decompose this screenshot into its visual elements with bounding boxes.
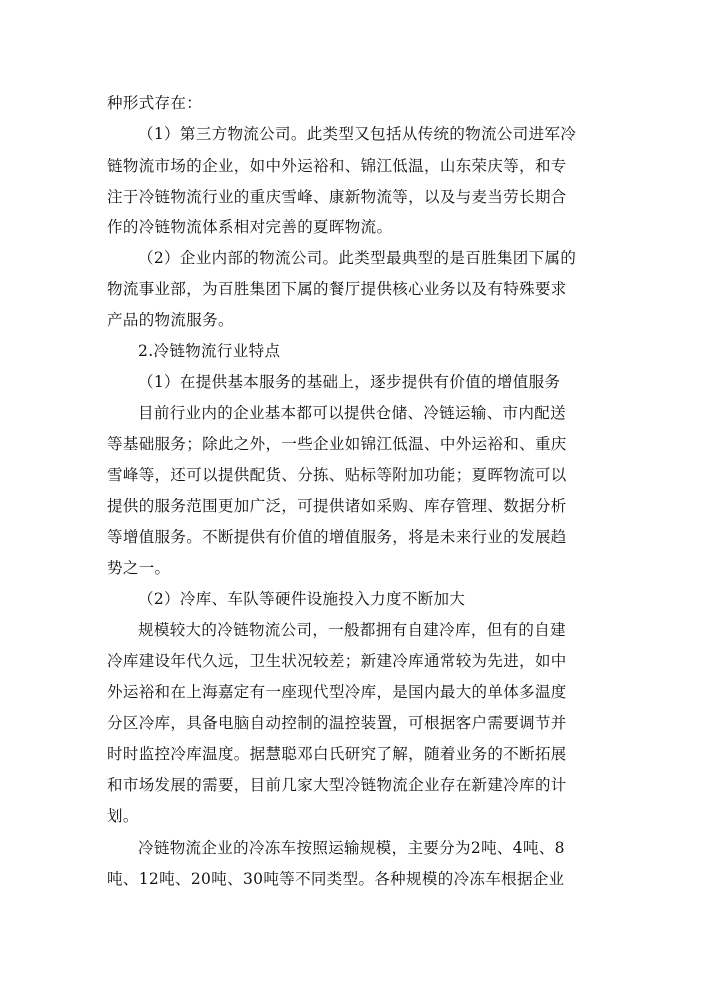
text-line: 目前行业内的企业基本都可以提供仓储、冷链运输、市内配送 (138, 404, 566, 422)
text-line: 种形式存在： (107, 94, 203, 112)
text-line: 产品的物流服务。 (107, 311, 234, 329)
text-line: 作的冷链物流体系相对完善的夏晖物流。 (107, 218, 393, 236)
text-line: 分区冷库，具备电脑自动控制的温控装置，可根据客户需要调节并 (107, 714, 567, 732)
text-line: 注于冷链物流行业的重庆雪峰、康新物流等，以及与麦当劳长期合 (107, 188, 567, 206)
text-line: 物流事业部，为百胜集团下属的餐厅提供核心业务以及有特殊要求 (107, 280, 567, 298)
text-line: 外运裕和在上海嘉定有一座现代型冷库，是国内最大的单体多温度 (107, 683, 567, 701)
text-line: 规模较大的冷链物流公司，一般都拥有自建冷库，但有的自建 (138, 621, 566, 639)
text-line: 等增值服务。不断提供有价值的增值服务，将是未来行业的发展趋 (107, 528, 567, 546)
text-line: 链物流市场的企业，如中外运裕和、锦江低温，山东荣庆等，和专 (107, 157, 567, 175)
text-line: 冷链物流企业的冷冻车按照运输规模，主要分为2吨、4吨、8 (138, 839, 565, 857)
text-line: 势之一。 (107, 559, 171, 577)
text-line: （1）第三方物流公司。此类型又包括从传统的物流公司进军冷 (138, 125, 577, 143)
text-line: 提供的服务范围更加广泛，可提供诸如采购、库存管理、数据分析 (107, 497, 567, 515)
text-line: 雪峰等，还可以提供配货、分拣、贴标等附加功能；夏晖物流可以 (107, 466, 567, 484)
text-line: （1）在提供基本服务的基础上，逐步提供有价值的增值服务 (138, 373, 561, 391)
text-line: 冷库建设年代久远，卫生状况较差；新建冷库通常较为先进，如中 (107, 652, 567, 670)
text-line: 和市场发展的需要，目前几家大型冷链物流企业存在新建冷库的计 (107, 776, 567, 794)
text-line: （2）企业内部的物流公司。此类型最典型的是百胜集团下属的 (138, 249, 577, 267)
text-line: 时时监控冷库温度。据慧聪邓白氏研究了解，随着业务的不断拓展 (107, 745, 567, 763)
section-heading: 2.冷链物流行业特点 (138, 342, 281, 360)
text-line: （2）冷库、车队等硬件设施投入力度不断加大 (138, 590, 466, 608)
text-line: 吨、12吨、20吨、30吨等不同类型。各种规模的冷冻车根据企业 (107, 870, 565, 888)
text-line: 等基础服务；除此之外，一些企业如锦江低温、中外运裕和、重庆 (107, 435, 567, 453)
text-line: 划。 (107, 807, 139, 825)
